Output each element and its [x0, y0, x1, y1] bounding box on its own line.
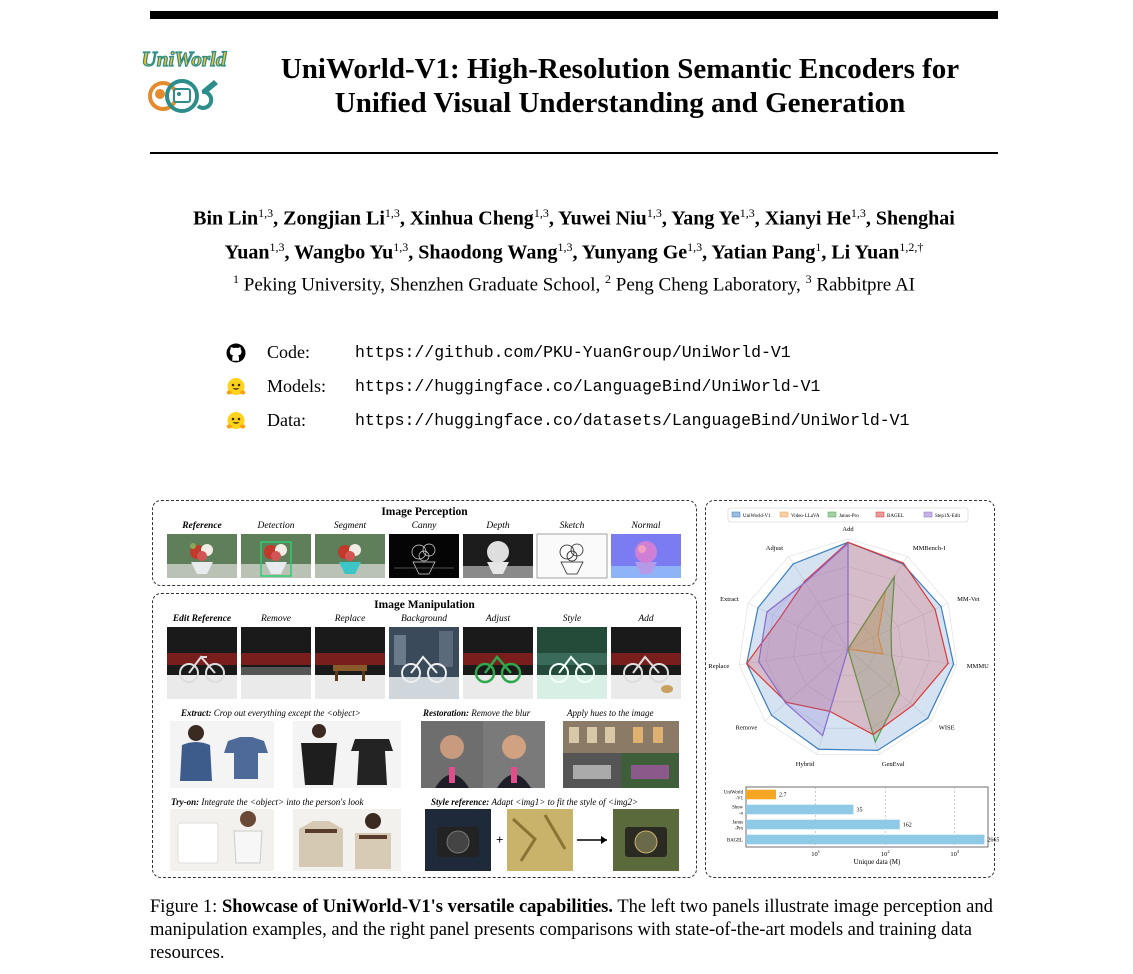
- tile-depth: [463, 521, 533, 583]
- perception-title: Image Perception: [381, 506, 468, 518]
- data-label: Data:: [267, 410, 306, 430]
- tile-label: Edit Reference: [172, 614, 232, 624]
- legend-swatch: [828, 512, 836, 517]
- code-url-link[interactable]: https://github.com/PKU-YuanGroup/UniWorld-V1: [355, 343, 791, 362]
- author-name: Shaodong Wang: [418, 241, 558, 264]
- style-ref-text: Adapt <img1> to fit the style of <img2>: [491, 797, 639, 807]
- tryon-example-1: [170, 809, 274, 871]
- tile-label: Adjust: [485, 614, 511, 624]
- restoration-head: Restoration:: [423, 708, 470, 718]
- plus-sign: +: [496, 832, 504, 847]
- bar-x-tick-label: $10^3$: [950, 849, 960, 858]
- sketch-thumbnail: [537, 534, 607, 583]
- legend-swatch: [924, 512, 932, 517]
- tile-label: Segment: [333, 521, 367, 531]
- tile-adjust: [463, 614, 533, 704]
- bar-x-tick-exponent: 2: [887, 849, 890, 854]
- huggingface-icon: [226, 377, 246, 397]
- bar-value-label: 35: [856, 807, 863, 814]
- tile-label: Normal: [631, 521, 661, 531]
- tile-background: [389, 614, 459, 704]
- canny-thumbnail: [389, 534, 459, 583]
- tile-detection: [241, 521, 311, 583]
- author-name: Xianyi He: [764, 207, 851, 230]
- author-name: Yatian Pang: [711, 241, 816, 264]
- author-name: Yunyang Ge: [581, 241, 688, 264]
- uniworld-logo: [134, 46, 234, 120]
- restoration-caption: [423, 708, 530, 718]
- bar-janus: [746, 820, 900, 830]
- extract-caption: [181, 708, 361, 718]
- affiliation-name: Peng Cheng Laboratory,: [611, 274, 806, 296]
- tile-label: Remove: [260, 614, 292, 624]
- restoration-example: [421, 721, 545, 788]
- edit-reference-thumbnail: [167, 627, 237, 704]
- author-name: Yuan: [224, 241, 270, 264]
- affiliations: [150, 272, 998, 296]
- replace-thumbnail: [315, 627, 385, 704]
- caption-bold: Showcase of UniWorld-V1's versatile capabilities.: [221, 897, 614, 917]
- author-affiliation-mark: 1,2,†: [899, 239, 924, 254]
- bar-category-label-line2: -o: [739, 811, 743, 817]
- tile-label: Canny: [411, 521, 437, 531]
- author-name: Xinhua Cheng: [409, 207, 534, 230]
- radar-axis-label: Adjust: [765, 545, 784, 553]
- author-list: [150, 199, 998, 266]
- depth-thumbnail: [463, 534, 533, 583]
- training-data-bar-chart: [706, 783, 1000, 873]
- legend-label: Video-LLaVA: [791, 514, 820, 519]
- tile-label: Depth: [486, 521, 510, 531]
- bar-show: [746, 805, 853, 815]
- perception-tiles: [167, 521, 681, 583]
- legend-swatch: [780, 512, 788, 517]
- author-line-2: Yuan$^{1,3}$, Wangbo Yu$^{1,3}$, Shaodong Wang$^{1,3}$, Yunyang Ge$^{1,3}$, Yatian Pang$^1$, Li Yuan$^{1,2,\dagger}$: [224, 239, 924, 264]
- segment-thumbnail: [315, 534, 385, 583]
- extract-head: Extract:: [181, 708, 212, 718]
- tryon-caption: [171, 797, 363, 807]
- style-reference-caption: [431, 797, 638, 807]
- affiliation-name: Rabbitpre AI: [811, 274, 915, 296]
- author-name: Yang Ye: [671, 207, 740, 230]
- tile-label: Sketch: [559, 521, 585, 531]
- author-affiliation-mark: 1,3: [393, 239, 409, 254]
- radar-axis-label: MMBench-I: [912, 545, 946, 553]
- github-icon: [226, 343, 246, 363]
- extract-example-1: [170, 721, 274, 788]
- extract-text: Crop out everything except the <object>: [213, 708, 361, 718]
- restoration-text: Remove the blur: [471, 708, 531, 718]
- style-ref-head: Style reference:: [431, 797, 490, 807]
- legend-label: Janus-Pro: [839, 514, 859, 519]
- tryon-example-2: [293, 809, 401, 871]
- author-affiliation-mark: 1,3: [269, 239, 285, 254]
- huggingface-icon: [226, 411, 246, 431]
- author-affiliation-mark: 1,3: [533, 206, 549, 220]
- bar-x-axis-label: Unique data (M): [853, 858, 901, 866]
- affiliation-name: Peking University, Shenzhen Graduate School,: [239, 274, 606, 296]
- manipulation-title: Image Manipulation: [374, 599, 475, 611]
- author-name: Zongjian Li: [283, 207, 385, 230]
- tryon-head: Try-on:: [171, 797, 200, 807]
- author-name: Yuwei Niu: [558, 207, 647, 230]
- author-affiliation-mark: 1,3: [739, 206, 755, 220]
- radar-axis-label: GenEval: [881, 761, 905, 769]
- tile-label: Detection: [257, 521, 295, 531]
- remove-thumbnail: [241, 627, 311, 704]
- bar-x-tick-exponent: 3: [956, 849, 960, 854]
- bar-category-label-line2: -V1: [735, 796, 743, 802]
- author-affiliation-mark: 1,3: [258, 206, 274, 220]
- svg-text:UniWorld: UniWorld: [141, 47, 227, 71]
- bar-category-label: Janus: [732, 820, 743, 826]
- hues-example: [563, 721, 679, 788]
- author-affiliation-mark: 1,3: [850, 206, 866, 220]
- title-rule: [150, 152, 998, 154]
- legend-swatch: [876, 512, 884, 517]
- author-line-1: Bin Lin$^{1,3}$, Zongjian Li$^{1,3}$, Xinhua Cheng$^{1,3}$, Yuwei Niu$^{1,3}$, Yang Ye$^{1,3}$, Xianyi He$^{1,3}$, Shenghai: [193, 206, 955, 230]
- models-url-link[interactable]: https://huggingface.co/LanguageBind/UniWorld-V1: [355, 377, 821, 396]
- tile-normal: [611, 521, 681, 583]
- detection-thumbnail: [241, 534, 311, 583]
- tile-replace: [315, 614, 385, 704]
- manipulation-panel: [152, 593, 697, 878]
- affiliation-number: 2: [605, 272, 612, 286]
- bar-uniworld: [746, 790, 776, 800]
- reference-thumbnail: [167, 534, 237, 583]
- bar-value-label: 162: [902, 822, 912, 829]
- manipulation-tiles: [167, 614, 681, 704]
- bar-category-label-line2: -Pro: [734, 826, 743, 832]
- radar-chart: [706, 501, 996, 781]
- radar-axis-label: Replace: [708, 663, 730, 671]
- hues-caption: [567, 708, 653, 718]
- tile-label: Replace: [334, 614, 366, 624]
- tile-remove: [241, 614, 311, 704]
- paper-title: UniWorld-V1: High-Resolution Semantic Encoders for Unified Visual Understanding and Generation: [280, 53, 960, 119]
- radar-axis-label: Extract: [720, 596, 739, 604]
- radar-axis-label: Add: [842, 526, 854, 533]
- author-name: Shenghai: [875, 207, 955, 230]
- adjust-thumbnail: [463, 627, 533, 704]
- caption-prefix: Figure 1:: [150, 897, 218, 917]
- models-label: Models:: [267, 376, 327, 396]
- author-affiliation-mark: 1,3: [557, 239, 573, 254]
- radar-axis-label: MM-Vet: [957, 596, 980, 604]
- bar-category-label: UniWorld: [723, 790, 743, 796]
- tile-segment: [315, 521, 385, 583]
- radar-axis-label: Remove: [735, 724, 758, 732]
- add-thumbnail: [611, 627, 681, 704]
- tile-style: [537, 614, 607, 704]
- hues-text: Apply hues to the image: [567, 708, 654, 718]
- author-name: Wangbo Yu: [294, 241, 394, 264]
- bar-x-tick-label: $10^2$: [880, 849, 890, 858]
- affiliation-number: 3: [805, 272, 812, 286]
- tryon-text: Integrate the <object> into the person's look: [201, 797, 364, 807]
- normal-thumbnail: [611, 534, 681, 583]
- code-label: Code:: [267, 342, 310, 362]
- style-thumbnail: [537, 627, 607, 704]
- affiliation-number: 1: [233, 272, 239, 286]
- radar-axis-label: Hybrid: [795, 761, 815, 769]
- bar-x-tick-label: $10^1$: [811, 849, 820, 858]
- tile-edit-reference: [167, 614, 237, 704]
- tile-reference: [167, 521, 237, 583]
- radar-axis-label: WISE: [938, 724, 955, 732]
- tile-label: Reference: [182, 521, 222, 531]
- legend-label: BAGEL: [887, 514, 904, 519]
- author-affiliation-mark: 1,3: [384, 206, 400, 220]
- bar-x-tick-exponent: 1: [817, 849, 820, 854]
- perception-panel: [152, 500, 697, 586]
- comparison-panel: [705, 500, 1000, 878]
- radar-axis-label: MMMU: [966, 663, 989, 671]
- legend-label: Step1X-Edit: [935, 514, 960, 519]
- bar-value-label: 2665: [987, 837, 1000, 844]
- legend-label: UniWorld-V1: [743, 514, 771, 519]
- tile-label: Style: [562, 614, 582, 624]
- bar-value-label: 2.7: [779, 792, 787, 799]
- background-thumbnail: [389, 627, 459, 704]
- extract-example-2: [293, 721, 401, 788]
- author-affiliation-mark: 1,3: [646, 206, 662, 220]
- top-rule: [150, 11, 998, 19]
- data-url-link[interactable]: https://huggingface.co/datasets/LanguageBind/UniWorld-V1: [355, 411, 910, 430]
- figure-caption: [150, 896, 1000, 965]
- author-name: Bin Lin: [193, 207, 259, 230]
- tile-label: Add: [638, 614, 654, 624]
- tile-add: [611, 614, 681, 704]
- tile-label: Background: [400, 614, 448, 624]
- bar-bagel: [746, 835, 984, 845]
- author-affiliation-mark: 1: [815, 239, 822, 254]
- author-affiliation-mark: 1,3: [687, 239, 703, 254]
- bar-category-label: BAGEL: [727, 838, 743, 844]
- legend-swatch: [732, 512, 740, 517]
- author-name: Li Yuan: [831, 241, 900, 264]
- tile-canny: [389, 521, 459, 583]
- bar-category-label: Show: [732, 805, 743, 811]
- tile-sketch: [537, 521, 607, 583]
- style-reference-example: [425, 809, 680, 871]
- caption-text: The left two panels illustrate image perception and manipulation examples, and the right panel presents comparisons with state-of-the-art models and training data resources.: [150, 897, 993, 963]
